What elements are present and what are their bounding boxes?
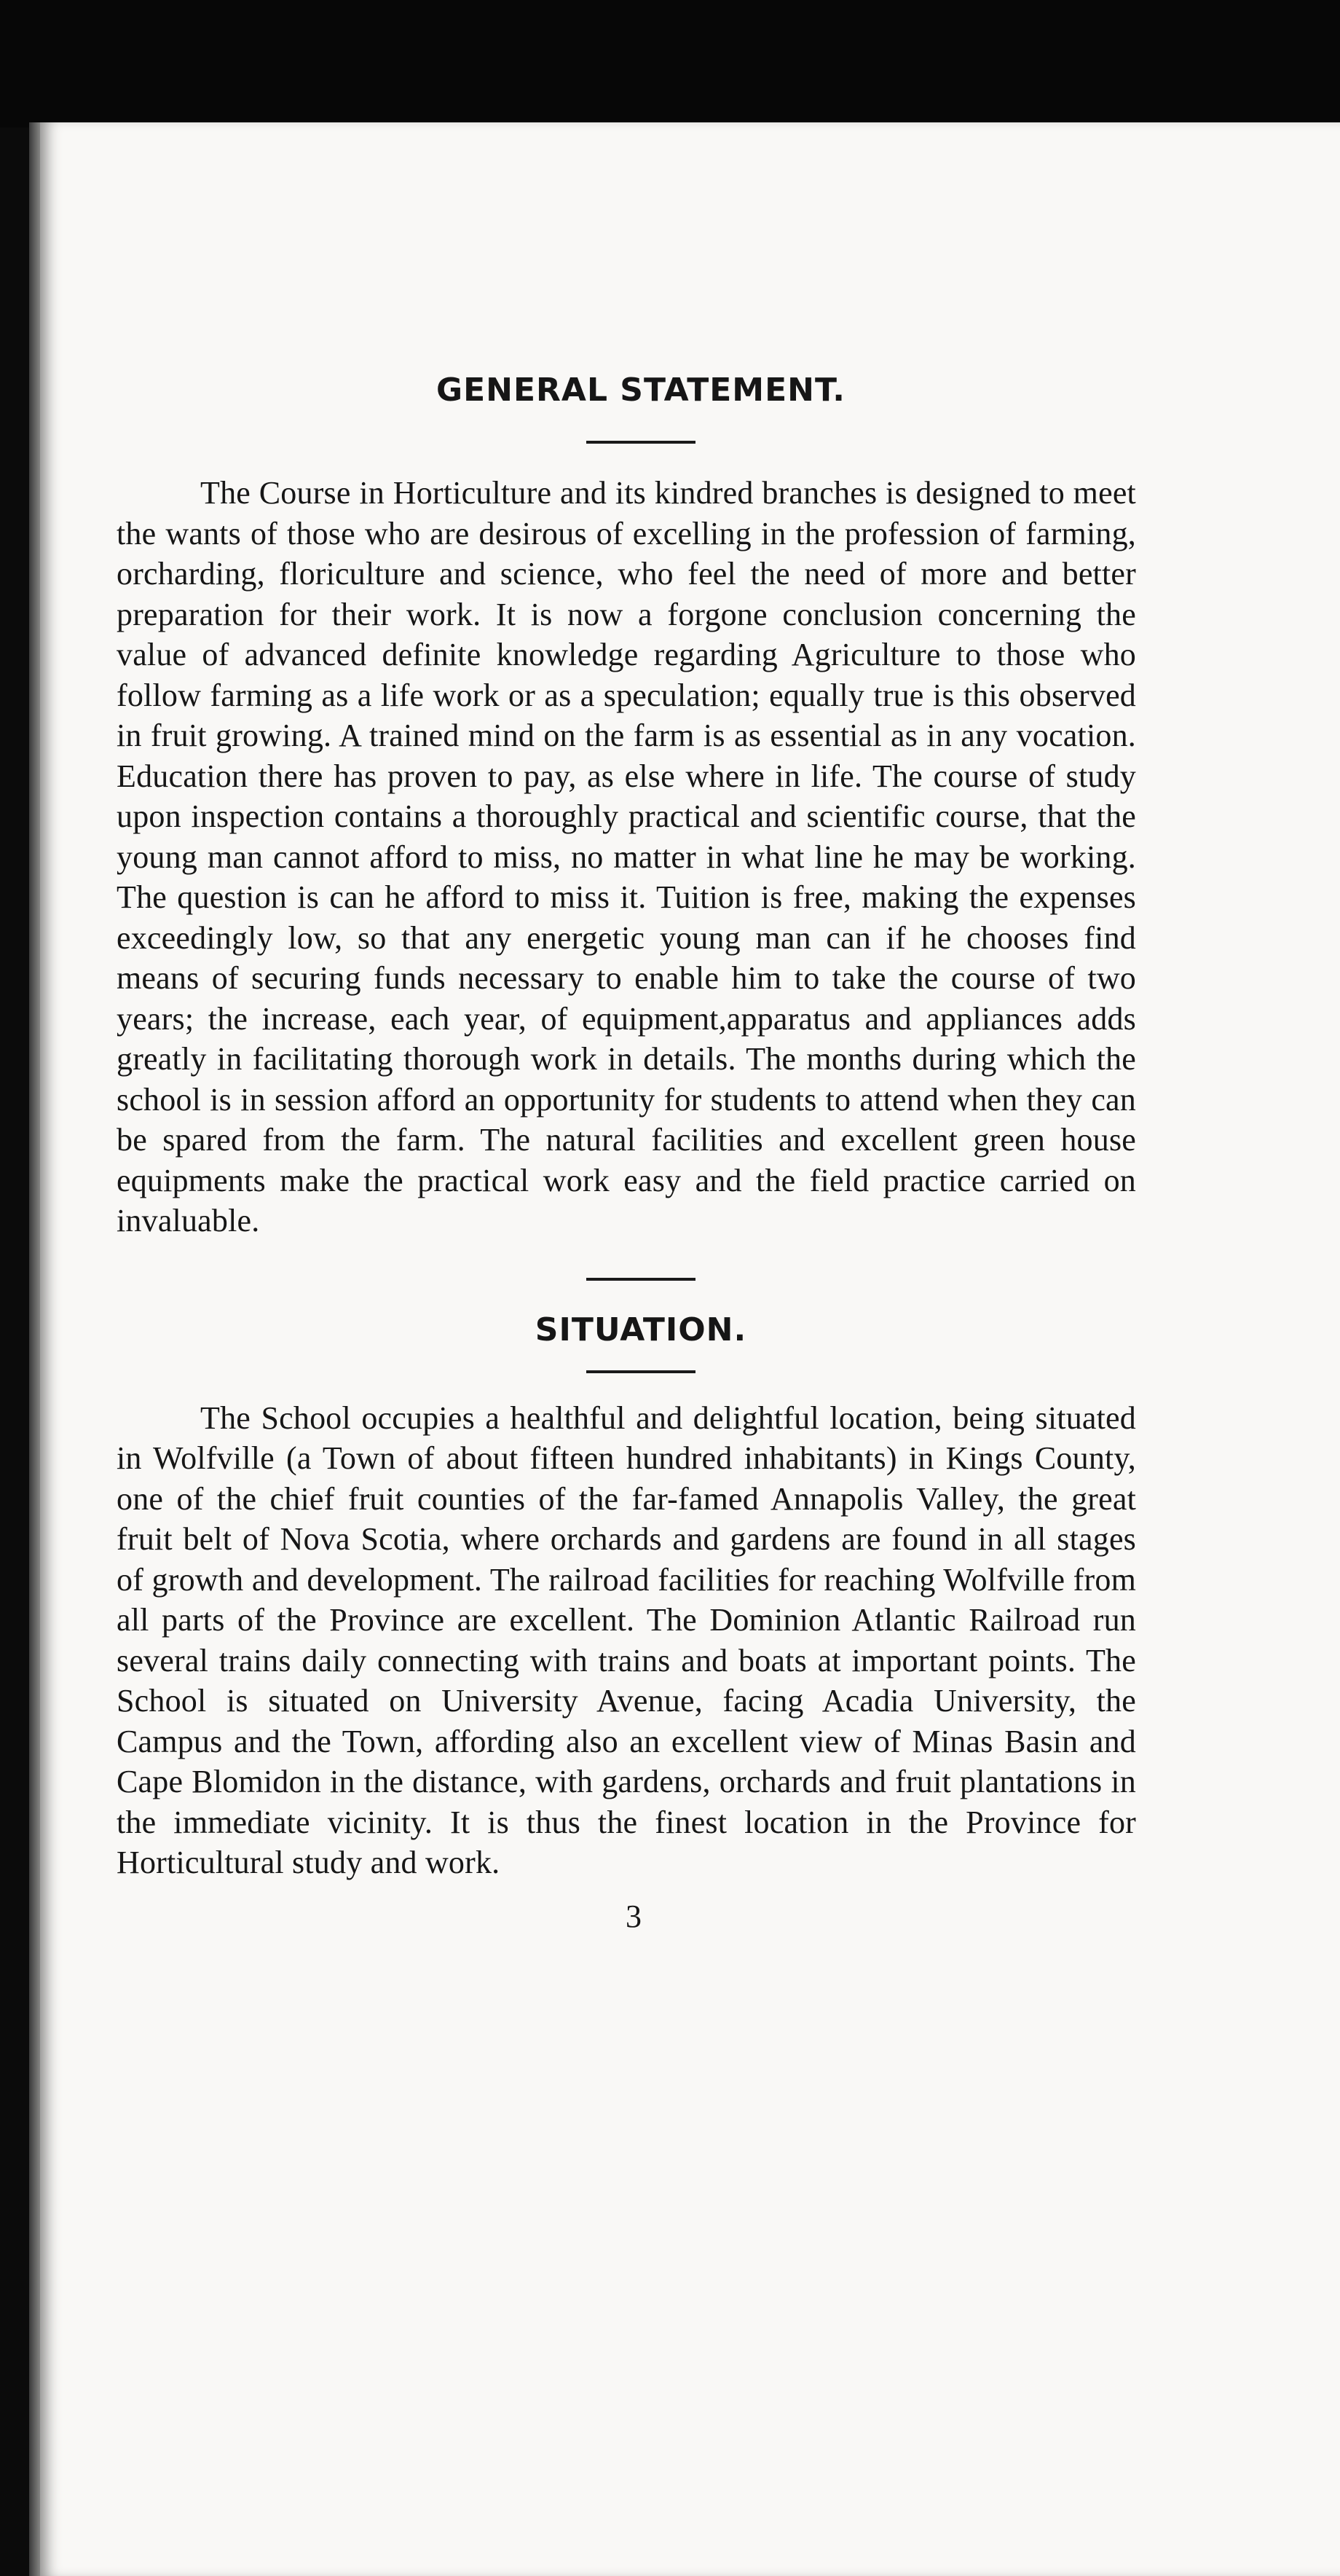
general-statement-paragraph: The Course in Horticulture and its kindred branches is designed to meet the wants of those who are desirous of excelling in the profession of farming, orcharding, floriculture and science, who feel the need of more and better preparation for their work. It is now a forgone conclusion concerning the value of advanced definite knowledge regarding Agriculture to those who follow farming as a life work or as a speculation; equally true is this observed in fruit growing. A trained mind on the farm is as essential as in any vocation. Education there has proven to pay, as else where in life. The course of study upon inspection contains a thoroughly practical and scientific course, that the young man cannot afford to miss, no matter in what line he may be working. The question is can he afford to miss it. Tuition is free, making the expenses exceedingly low, so that any energetic young man can if he chooses find means of securing funds necessary to enable him to take the course of two years; the increase, each year, of equipment,apparatus and appliances adds greatly in facilitating thorough work in details. The months during which the school is in session afford an opportunity for students to attend when they can be spared from the farm. The natural facilities and excellent green house equipments make the practical work easy and the field practice carried on invaluable. xyxy=(117,475,1136,1238)
section-divider xyxy=(586,1278,695,1281)
title-divider xyxy=(586,1370,695,1373)
situation-section xyxy=(117,1311,1136,1883)
page-number: 3 xyxy=(626,1898,642,1934)
general-statement-section xyxy=(117,372,1136,1241)
title-divider xyxy=(586,441,695,444)
section-title-situation: SITUATION. xyxy=(535,1311,747,1348)
scan-background xyxy=(0,0,1340,127)
section-title-general-statement: GENERAL STATEMENT. xyxy=(436,372,846,409)
situation-paragraph: The School occupies a healthful and delightful location, being situated in Wolfville (a Town of about fifteen hundred inhabitants) in Kings County, one of the chief fruit counties of the far-famed Annapolis Valley, the great fruit belt of Nova Scotia, where orchards and gardens are found in all stages of growth and development. The railroad facilities for reaching Wolfville from all parts of the Province are excellent. The Dominion Atlantic Railroad run several trains daily connecting with trains and boats at important points. The School is situated on University Avenue, facing Acadia University, the Campus and the Town, affording also an excellent view of Minas Basin and Cape Blomidon in the distance, with gardens, orchards and fruit plantations in the immediate vicinity. It is thus the finest location in the Province for Horticultural study and work. xyxy=(117,1399,1136,1880)
page-content xyxy=(117,357,1136,1935)
